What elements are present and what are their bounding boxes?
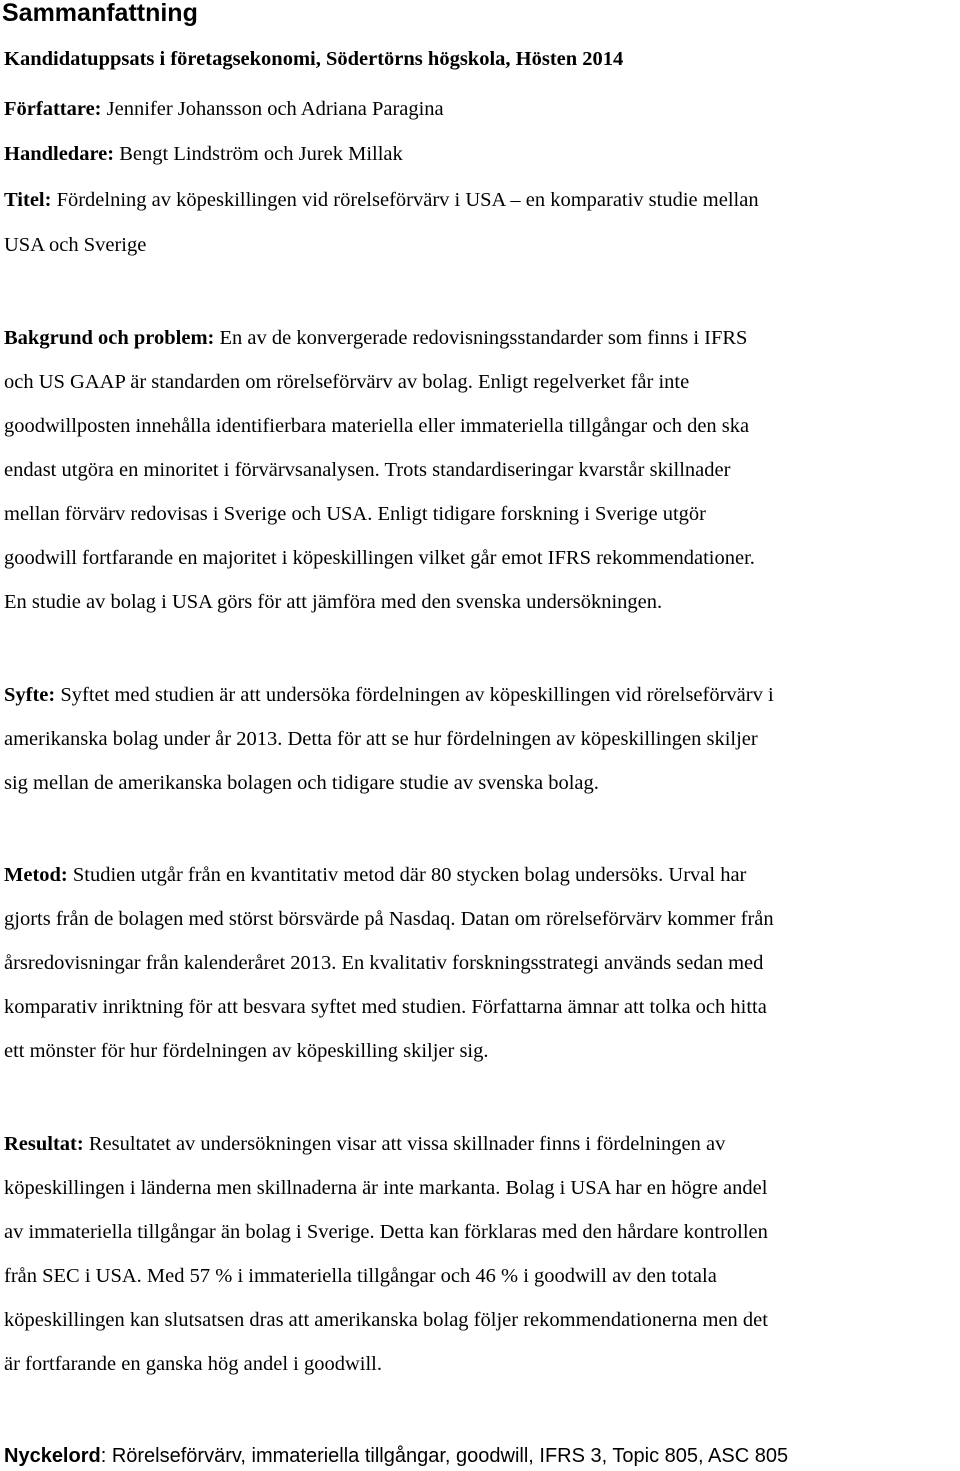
results-text: Resultatet av undersökningen visar att vissa skillnader finns i fördelningen av — [83, 1133, 726, 1155]
method-text: gjorts från de bolagen med störst börsvärde på Nasdaq. Datan om rörelseförvärv kommer från — [4, 908, 774, 930]
supervisors-line — [4, 141, 403, 167]
results-line — [4, 1263, 717, 1289]
results-line — [4, 1175, 767, 1201]
results-line — [4, 1351, 382, 1377]
keywords-label: Nyckelord — [4, 1445, 101, 1467]
title-line-2 — [4, 232, 146, 258]
results-line — [4, 1131, 725, 1157]
program-text: Kandidatuppsats i företagsekonomi, Södertörns högskola, Hösten 2014 — [4, 48, 624, 70]
background-text: goodwill fortfarande en majoritet i köpeskillingen vilket går emot IFRS rekommendationer. — [4, 547, 755, 569]
background-label: Bakgrund och problem: — [4, 327, 215, 349]
purpose-text: Syftet med studien är att undersöka fördelningen av köpeskillingen vid rörelseförvärv i — [55, 684, 774, 706]
method-line — [4, 1038, 489, 1064]
results-line — [4, 1307, 768, 1333]
background-text: mellan förvärv redovisas i Sverige och USA. Enligt tidigare forskning i Sverige utgör — [4, 503, 706, 525]
purpose-line — [4, 682, 774, 708]
purpose-label: Syfte: — [4, 684, 56, 706]
background-text: och US GAAP är standarden om rörelseförvärv av bolag. Enligt regelverket får inte — [4, 371, 690, 393]
results-text: av immateriella tillgångar än bolag i Sverige. Detta kan förklaras med den hårdare kontrollen — [4, 1221, 768, 1243]
keywords-value: : Rörelseförvärv, immateriella tillgångar, goodwill, IFRS 3, Topic 805, ASC 805 — [100, 1445, 789, 1467]
method-label: Metod: — [4, 864, 68, 886]
purpose-line — [4, 770, 599, 796]
title-value-2: USA och Sverige — [4, 234, 147, 256]
background-line — [4, 325, 747, 351]
method-text: Studien utgår från en kvantitativ metod där 80 stycken bolag undersöks. Urval har — [67, 864, 747, 886]
purpose-text: sig mellan de amerikanska bolagen och tidigare studie av svenska bolag. — [4, 772, 599, 794]
authors-value: Jennifer Johansson och Adriana Paragina — [101, 98, 444, 120]
method-text: ett mönster för hur fördelningen av köpeskilling skiljer sig. — [4, 1040, 489, 1062]
results-text: är fortfarande en ganska hög andel i goodwill. — [4, 1353, 382, 1375]
page-heading: Sammanfattning — [2, 0, 198, 27]
results-text: från SEC i USA. Med 57 % i immateriella tillgångar och 46 % i goodwill av den totala — [4, 1265, 717, 1287]
background-text: goodwillposten innehålla identifierbara materiella eller immateriella tillgångar och den ska — [4, 415, 750, 437]
method-line — [4, 994, 767, 1020]
results-text: köpeskillingen kan slutsatsen dras att amerikanska bolag följer rekommendationerna men det — [4, 1309, 768, 1331]
keywords-line — [4, 1443, 788, 1469]
program-line — [4, 46, 623, 72]
results-label: Resultat: — [4, 1133, 84, 1155]
results-text: köpeskillingen i länderna men skillnaderna är inte markanta. Bolag i USA har en högre andel — [4, 1177, 768, 1199]
method-line — [4, 906, 774, 932]
background-text: En studie av bolag i USA görs för att jämföra med den svenska undersökningen. — [4, 591, 663, 613]
background-line — [4, 545, 755, 571]
method-text: årsredovisningar från kalenderåret 2013. En kvalitativ forskningsstrategi används sedan med — [4, 952, 764, 974]
background-line — [4, 501, 706, 527]
authors-label: Författare: — [4, 98, 102, 120]
title-value-1: Fördelning av köpeskillingen vid rörelseförvärv i USA – en komparativ studie mellan — [51, 189, 759, 211]
results-line — [4, 1219, 768, 1245]
method-line — [4, 862, 746, 888]
background-line — [4, 457, 730, 483]
title-label: Titel: — [4, 189, 52, 211]
background-line — [4, 413, 749, 439]
authors-line — [4, 96, 444, 122]
method-text: komparativ inriktning för att besvara syftet med studien. Författarna ämnar att tolka och hitta — [4, 996, 767, 1018]
background-line — [4, 589, 662, 615]
purpose-line — [4, 726, 758, 752]
method-line — [4, 950, 763, 976]
background-line — [4, 369, 689, 395]
background-text: En av de konvergerade redovisningsstandarder som finns i IFRS — [214, 327, 748, 349]
supervisors-label: Handledare: — [4, 143, 115, 165]
supervisors-value: Bengt Lindström och Jurek Millak — [114, 143, 403, 165]
background-text: endast utgöra en minoritet i förvärvsanalysen. Trots standardiseringar kvarstår skillnader — [4, 459, 731, 481]
title-line-1 — [4, 187, 759, 213]
purpose-text: amerikanska bolag under år 2013. Detta för att se hur fördelningen av köpeskillingen skiljer — [4, 728, 758, 750]
